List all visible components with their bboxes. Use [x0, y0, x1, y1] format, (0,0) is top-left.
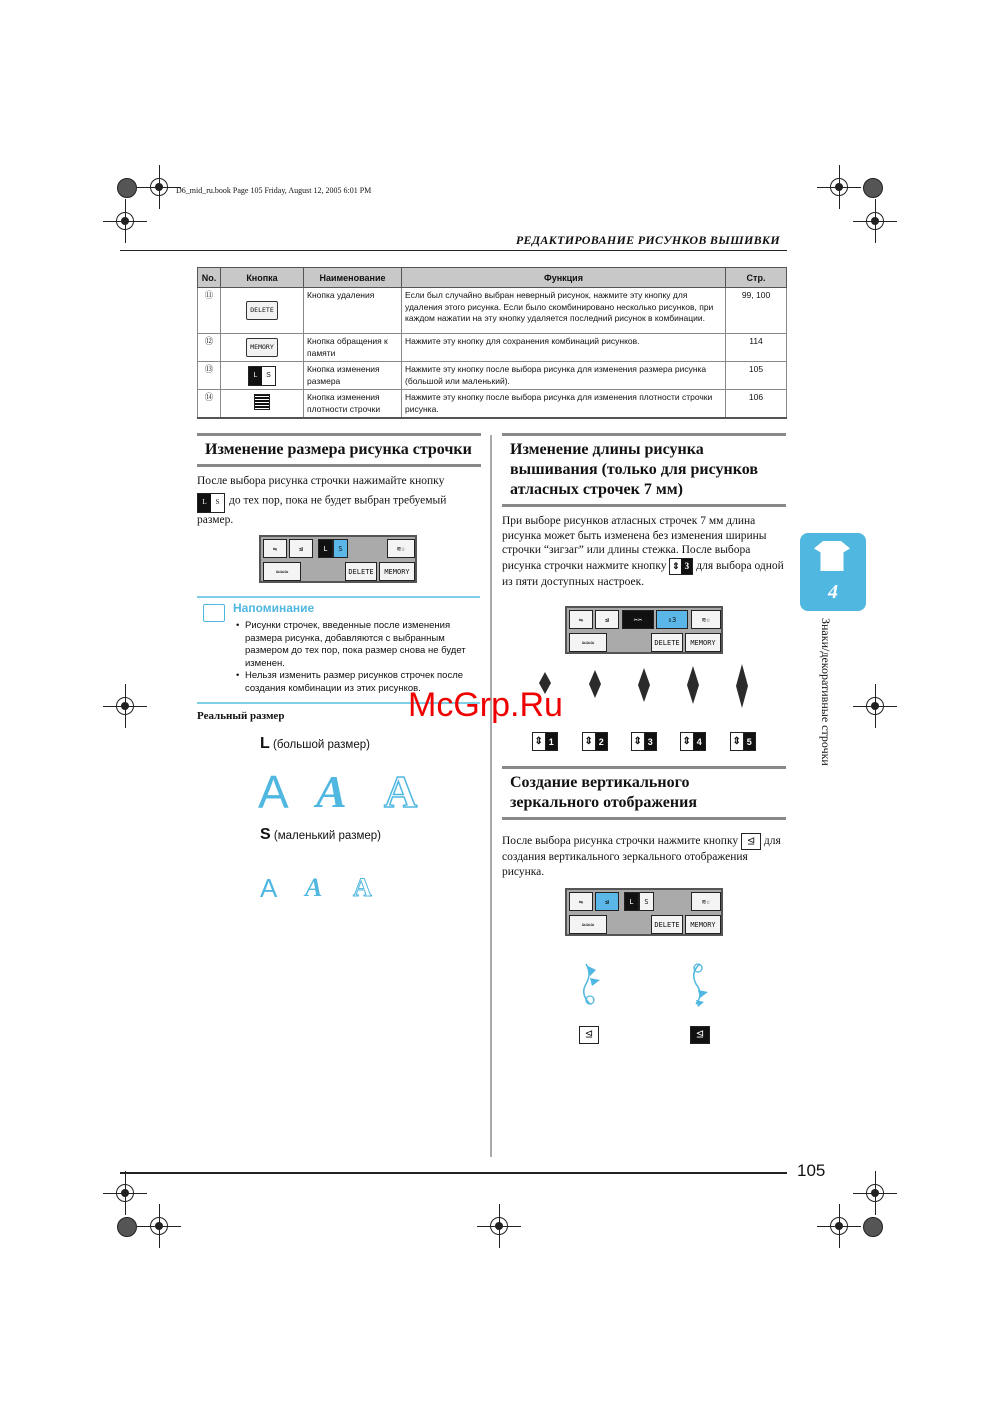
- memo-icon: [203, 604, 225, 622]
- header-rule: [120, 250, 787, 251]
- mirror-on-icon: ⊴: [690, 1026, 710, 1044]
- section-heading-mirror: Создание вертикального зеркального отображения: [502, 766, 786, 820]
- table-row: ⑪ DELETE Кнопка удаления Если был случайно выбран неверный рисунок, нажмите эту кнопку для удаления этого рисунка. Если было скомбинировано несколько рисунков, при каждом нажатии на эту кнопку удаляется последний рисунок в комбинации. 99, 100: [198, 288, 787, 334]
- col-name: Наименование: [304, 268, 402, 288]
- registration-mark: [866, 697, 884, 715]
- registration-mark: [830, 178, 848, 196]
- delete-button-icon: DELETE: [246, 301, 277, 321]
- pattern-key: ≋☆: [387, 539, 415, 558]
- large-letter-sample-2: A: [316, 766, 347, 817]
- small-letter-sample-1: A: [260, 873, 278, 903]
- button-table: [197, 267, 787, 419]
- size-s-key: S: [333, 539, 348, 558]
- mirror-horizontal-key: ⇋: [263, 539, 287, 558]
- size-l-key: L: [318, 539, 333, 558]
- col-no: No.: [198, 268, 221, 288]
- length-key: ⇕ 3: [656, 610, 688, 629]
- lcd-panel-mirror: [565, 888, 723, 936]
- col-button: Кнопка: [221, 268, 304, 288]
- delete-key: DELETE: [651, 633, 683, 652]
- flourish-mirrored-icon: [682, 960, 716, 1008]
- stitch-sample-4: [687, 666, 699, 704]
- width-5-icon: ⇕ 5: [730, 732, 756, 751]
- large-size-caption: L (большой размер): [260, 735, 370, 752]
- stitch-key: ≈≈≈: [569, 915, 607, 934]
- large-letter-sample-3: A: [384, 766, 418, 817]
- registration-mark: [830, 1217, 848, 1235]
- delete-key: DELETE: [345, 562, 377, 581]
- memory-key: MEMORY: [685, 633, 721, 652]
- width-1-icon: ⇕ 1: [532, 732, 558, 751]
- memory-key: MEMORY: [685, 915, 721, 934]
- delete-key: DELETE: [651, 915, 683, 934]
- print-line: D6_mid_ru.book Page 105 Friday, August 12, 2005 6:01 PM: [176, 186, 372, 195]
- pattern-key: ≋☆: [691, 892, 721, 911]
- lcd-panel-length: [565, 606, 723, 654]
- width-4-icon: ⇕ 4: [680, 732, 706, 751]
- density-button-icon: [254, 394, 270, 410]
- length-instructions: При выборе рисунков атласных строчек 7 мм длина рисунка может быть изменена без изменения ширины строчки “зигзаг” или длины стежка. После выбора рисунка строчки нажмите кнопку ⇕ 3 для выбора одной из пяти доступных настроек.: [502, 515, 784, 588]
- registration-mark: [116, 697, 134, 715]
- size-l-key: L: [624, 892, 639, 911]
- registration-mark: [116, 212, 134, 230]
- width-3-button-icon: ⇕ 3: [669, 558, 693, 575]
- mirror-off-icon: ⊴: [579, 1026, 599, 1044]
- small-letter-sample-3: A: [353, 873, 372, 902]
- registration-mark: [490, 1217, 508, 1235]
- mirror-vertical-key: ⊴: [595, 610, 619, 629]
- memo-item: • Рисунки строчек, введенные после изменения размера рисунка, добавляются с выбранным размером до тех пор, пока размер снова не будет изменен.: [245, 620, 485, 670]
- page-number: 105: [797, 1161, 826, 1180]
- memo-title: Напоминание: [233, 601, 315, 615]
- registration-mark: [866, 212, 884, 230]
- stitch-sample-2: [589, 670, 601, 698]
- chapter-side-text: Знаки/декоративные строчки: [819, 618, 833, 766]
- size-instructions: После выбора рисунка строчки нажимайте кнопку L S до тех пор, пока не будет выбран требуемый размер.: [197, 475, 447, 526]
- memo-item: • Нельзя изменить размер рисунков строчек после создания комбинации из этих рисунков.: [245, 670, 485, 695]
- registration-dot: [117, 178, 137, 198]
- mirror-instructions: После выбора рисунка строчки нажмите кнопку ⊴ для создания вертикального зеркального отображения рисунка.: [502, 833, 786, 879]
- footer-rule: [120, 1172, 787, 1174]
- stitch-sample-3: [638, 668, 650, 702]
- table-row: ⑬ L S Кнопка изменения размера Нажмите эту кнопку после выбора рисунка для изменения размера рисунка (большой или маленький). 105: [198, 362, 787, 390]
- registration-mark: [116, 1184, 134, 1202]
- width-3-icon: ⇕ 3: [631, 732, 657, 751]
- flourish-normal-icon: [572, 960, 606, 1008]
- real-size-label: Реальный размер: [197, 710, 285, 722]
- table-row: ⑫ MEMORY Кнопка обращения к памяти Нажмите эту кнопку для сохранения комбинаций рисунков. 114: [198, 334, 787, 362]
- mirror-horizontal-key: ⇋: [569, 892, 593, 911]
- small-letter-sample-2: A: [305, 873, 323, 902]
- small-size-caption: S (маленький размер): [260, 826, 381, 843]
- mirror-vertical-key: ⊴: [595, 892, 619, 911]
- pattern-key: ≋☆: [691, 610, 721, 629]
- chapter-tab: [800, 533, 866, 611]
- size-button-icon: L S: [248, 366, 276, 386]
- col-page: Стр.: [726, 268, 787, 288]
- registration-mark: [866, 1184, 884, 1202]
- width-2-icon: ⇕ 2: [582, 732, 608, 751]
- col-function: Функция: [402, 268, 726, 288]
- chapter-number: 4: [828, 581, 838, 603]
- memory-key: MEMORY: [379, 562, 415, 581]
- stitch-sample-5: [736, 664, 748, 708]
- memo-list: [233, 620, 485, 695]
- section-heading-size: Изменение размера рисунка строчки: [197, 433, 481, 467]
- registration-dot: [117, 1217, 137, 1237]
- shirt-icon: [814, 541, 850, 571]
- column-divider: [490, 435, 492, 1157]
- size-s-key: S: [639, 892, 654, 911]
- mirror-horizontal-key: ⇋: [569, 610, 593, 629]
- registration-mark: [150, 178, 168, 196]
- registration-mark: [150, 1217, 168, 1235]
- size-key: ✂✂: [622, 610, 654, 629]
- registration-dot: [863, 1217, 883, 1237]
- section-heading-length: Изменение длины рисунка вышивания (только для рисунков атласных строчек 7 мм): [502, 433, 786, 507]
- table-row: ⑭ Кнопка изменения плотности строчки Нажмите эту кнопку после выбора рисунка для изменения плотности строчки рисунка. 106: [198, 390, 787, 419]
- stitch-key: ≈≈≈: [569, 633, 607, 652]
- size-button-icon: L S: [197, 493, 225, 513]
- running-header: РЕДАКТИРОВАНИЕ РИСУНКОВ ВЫШИВКИ: [515, 233, 780, 247]
- registration-dot: [863, 178, 883, 198]
- mirror-vertical-icon: ⊴: [741, 833, 761, 850]
- stitch-key: ≈≈≈: [263, 562, 301, 581]
- watermark: McGrp.Ru: [408, 686, 563, 724]
- memory-button-icon: MEMORY: [246, 338, 277, 358]
- lcd-panel-size: [259, 535, 417, 583]
- mirror-vertical-key: ⊴: [289, 539, 313, 558]
- large-letter-sample-1: A: [258, 766, 289, 818]
